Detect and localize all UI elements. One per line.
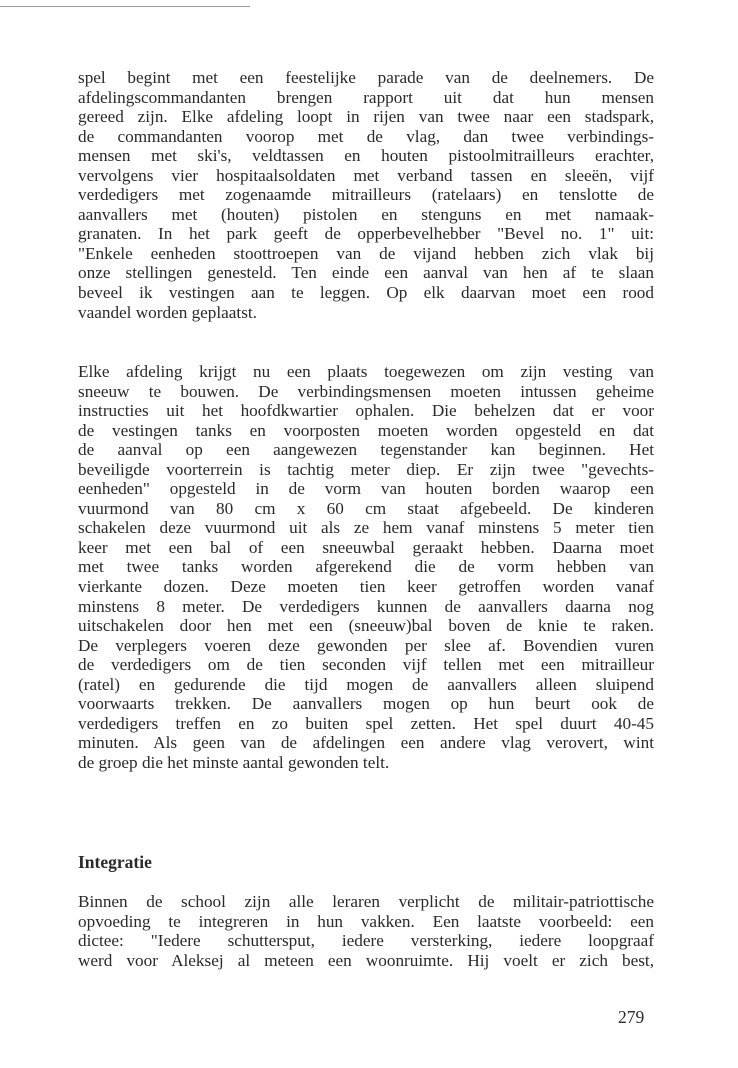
text-line: verdedigers met zogenaamde mitrailleurs (ratelaars) en tenslotte de — [78, 185, 654, 205]
text-line: vierkante dozen. Deze moeten tien keer getroffen worden vanaf — [78, 577, 654, 597]
text-line: minuten. Als geen van de afdelingen een andere vlag verovert, wint — [78, 733, 654, 753]
text-line: werd voor Aleksej al meteen een woonruimte. Hij voelt er zich best, — [78, 950, 654, 970]
text-line: granaten. In het park geeft de opperbevelhebber "Bevel no. 1" uit: — [78, 224, 654, 244]
text-line: sneeuw te bouwen. De verbindingsmensen moeten intussen geheime — [78, 381, 654, 401]
text-line: afdelingscommandanten brengen rapport uit dat hun mensen — [78, 87, 654, 107]
top-rule — [0, 6, 250, 7]
text-line: eenheden" opgesteld in de vorm van houten borden waarop een — [78, 479, 654, 499]
text-line: opvoeding te integreren in hun vakken. Een laatste voorbeeld: een — [78, 911, 654, 931]
text-line: schakelen deze vuurmond uit als ze hem vanaf minstens 5 meter tien — [78, 518, 654, 538]
text-line: vuurmond van 80 cm x 60 cm staat afgebeeld. De kinderen — [78, 498, 654, 518]
text-line: gereed zijn. Elke afdeling loopt in rijen van twee naar een stadspark, — [78, 107, 654, 127]
text-line: instructies uit het hoofdkwartier ophalen. Die behelzen dat er voor — [78, 401, 654, 421]
text-line: de vestingen tanks en voorposten moeten worden opgesteld en dat — [78, 420, 654, 440]
text-line: voorwaarts trekken. De aanvallers mogen op hun beurt ook de — [78, 694, 654, 714]
text-line: dictee: "Iedere schuttersput, iedere versterking, iedere loopgraaf — [78, 931, 654, 951]
text-line: de aanval op een aangewezen tegenstander kan beginnen. Het — [78, 440, 654, 460]
section-heading: Integratie — [78, 852, 152, 872]
paragraph-game-rules — [78, 362, 654, 772]
text-line: uitschakelen door hen met een (sneeuw)bal boven de knie te raken. — [78, 616, 654, 636]
text-line: keer met een bal of een sneeuwbal geraakt hebben. Daarna moet — [78, 537, 654, 557]
text-line: vaandel worden geplaatst. — [78, 302, 257, 322]
text-line: vervolgens vier hospitaalsoldaten met verband tassen en sleeën, vijf — [78, 165, 654, 185]
text-line: Binnen de school zijn alle leraren verplicht de militair-patriottische — [78, 892, 654, 911]
text-line: met twee tanks worden afgerekend die de vorm hebben van — [78, 557, 654, 577]
text-line: (ratel) en gedurende die tijd mogen de aanvallers alleen sluipend — [78, 674, 654, 694]
text-line: "Enkele eenheden stoottroepen van de vijand hebben zich vlak bij — [78, 243, 654, 263]
text-line: de groep die het minste aantal gewonden telt. — [78, 752, 390, 772]
text-line: aanvallers met (houten) pistolen en stenguns en met namaak- — [78, 204, 654, 224]
text-line: minstens 8 meter. De verdedigers kunnen de aanvallers daarna nog — [78, 596, 654, 616]
text-line: spel begint met een feestelijke parade van de deelnemers. De — [78, 68, 654, 87]
page-number: 279 — [618, 1007, 645, 1027]
text-line: de commandanten voorop met de vlag, dan twee verbindings- — [78, 126, 654, 146]
text-line: Elke afdeling krijgt nu een plaats toegewezen om zijn vesting van — [78, 362, 654, 381]
text-line: de verdedigers om de tien seconden vijf tellen met een mitrailleur — [78, 655, 654, 675]
text-line: beveel ik vestingen aan te leggen. Op elk daarvan moet een rood — [78, 283, 654, 303]
paragraph-parade — [78, 68, 654, 322]
text-line: De verplegers voeren deze gewonden per slee af. Bovendien vuren — [78, 635, 654, 655]
text-line: verdedigers treffen en zo buiten spel zetten. Het spel duurt 40-45 — [78, 713, 654, 733]
paragraph-integratie — [78, 892, 654, 970]
text-line: onze stellingen genesteld. Ten einde een aanval van hen af te slaan — [78, 263, 654, 283]
text-line: mensen met ski's, veldtassen en houten pistoolmitrailleurs erachter, — [78, 146, 654, 166]
text-line: beveiligde voorterrein is tachtig meter diep. Er zijn twee "gevechts- — [78, 459, 654, 479]
